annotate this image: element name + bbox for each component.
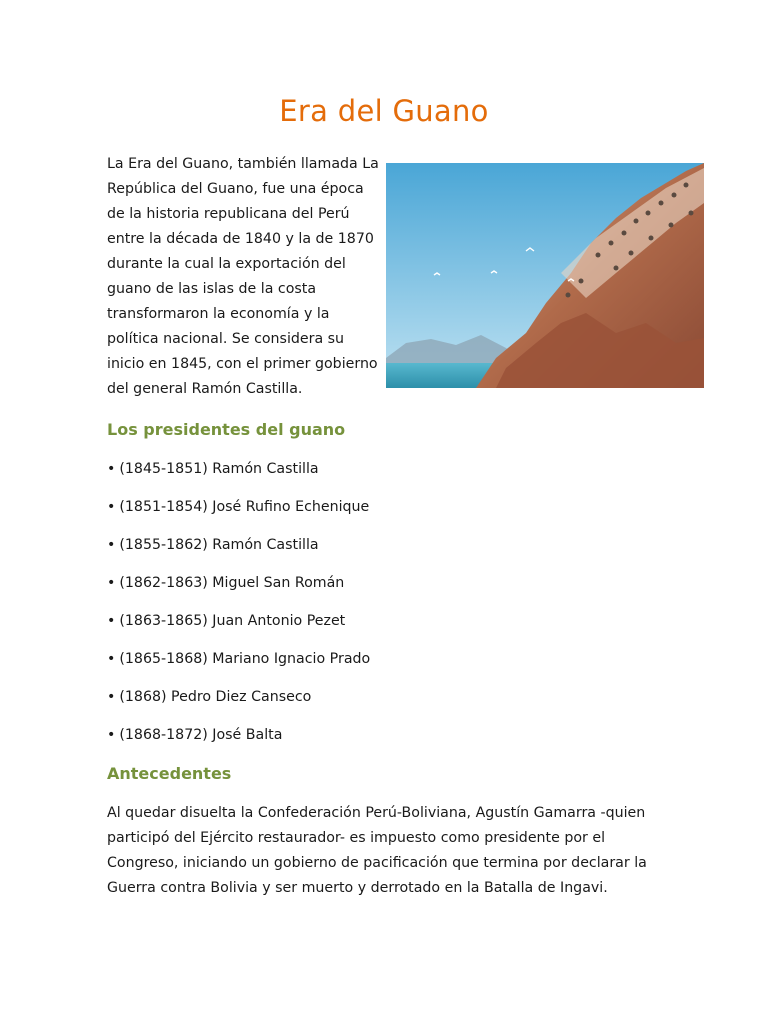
- presidents-list: [107, 458, 370, 762]
- presidents-heading: Los presidentes del guano: [107, 420, 346, 439]
- list-item: • (1868) Pedro Diez Canseco: [107, 689, 312, 705]
- guano-island-photo: [386, 163, 704, 388]
- list-item: • (1862-1863) Miguel San Román: [107, 575, 345, 591]
- antecedents-paragraph: Al quedar disuelta la Confederación Perú-Boliviana, Agustín Gamarra -quien participó del Ejército restaurador- es impuesto como presidente por el Congreso, iniciando un gobierno de pacificación que termina por declarar la Guerra contra Bolivia y ser muerto y derrotado en la Batalla de Ingavi.: [107, 805, 647, 896]
- antecedents-heading: Antecedentes: [107, 764, 232, 783]
- guano-island-illustration: [386, 163, 704, 388]
- list-item: • (1863-1865) Juan Antonio Pezet: [107, 613, 346, 629]
- list-item: • (1845-1851) Ramón Castilla: [107, 461, 319, 477]
- list-item: • (1855-1862) Ramón Castilla: [107, 537, 319, 553]
- page-title: Era del Guano: [279, 94, 489, 128]
- list-item: • (1851-1854) José Rufino Echenique: [107, 499, 370, 515]
- intro-paragraph: La Era del Guano, también llamada La República del Guano, fue una época de la historia republicana del Perú entre la década de 1840 y la de 1870 durante la cual la exportación del guano de las islas de la costa transformaron la economía y la política nacional. Se considera su inicio en 1845, con el primer gobierno del general Ramón Castilla.: [107, 156, 379, 397]
- list-item: • (1868-1872) José Balta: [107, 727, 283, 743]
- list-item: • (1865-1868) Mariano Ignacio Prado: [107, 651, 371, 667]
